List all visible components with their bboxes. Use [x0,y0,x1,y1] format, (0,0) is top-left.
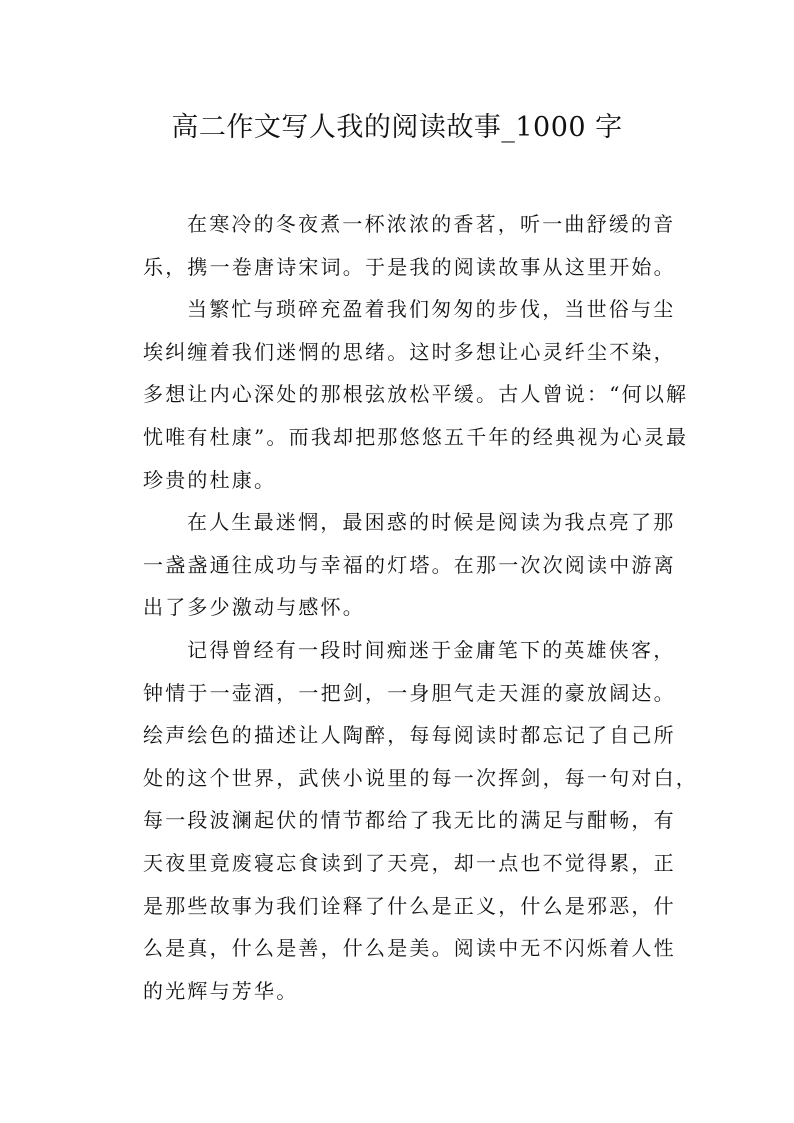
paragraph-4-line-2: 钟情于一壶酒，一把剑，一身胆气走天涯的豪放阔达。 [143,680,676,705]
paragraph-4-line-5: 每一段波澜起伏的情节都给了我无比的满足与酣畅，有 [143,808,676,833]
paragraph-4-line-1: 记得曾经有一段时间痴迷于金庸笔下的英雄侠客， [187,637,676,662]
paragraph-2-line-3: 多想让内心深处的那根弦放松平缓。古人曾说：“何以解 [143,382,689,407]
paragraph-3-line-2: 一盏盏通往成功与幸福的灯塔。在那一次次阅读中游离 [143,552,676,577]
document-title: 高二作文写人我的阅读故事_1000 字 [171,112,623,143]
paragraph-4-line-6: 天夜里竟废寝忘食读到了天亮，却一点也不觉得累，正 [143,850,676,875]
paragraph-3-line-3: 出了多少激动与感怀。 [143,595,365,620]
paragraph-4-line-3: 绘声绘色的描述让人陶醉，每每阅读时都忘记了自己所 [143,723,676,748]
paragraph-2-line-4: 忧唯有杜康”。而我却把那悠悠五千年的经典视为心灵最 [143,424,689,449]
paragraph-1-line-2: 乐，携一卷唐诗宋词。于是我的阅读故事从这里开始。 [143,254,676,279]
paragraph-4-line-4: 处的这个世界，武侠小说里的每一次挥剑，每一句对白， [143,765,698,790]
paragraph-4-line-8: 么是真，什么是善，什么是美。阅读中无不闪烁着人性 [143,936,676,961]
paragraph-2-line-1: 当繁忙与琐碎充盈着我们匆匆的步伐，当世俗与尘 [187,297,676,322]
paragraph-4-line-7: 是那些故事为我们诠释了什么是正义，什么是邪恶，什 [143,893,676,918]
paragraph-1-line-1: 在寒冷的冬夜煮一杯浓浓的香茗，听一曲舒缓的音 [187,212,676,236]
paragraph-2-line-5: 珍贵的杜康。 [143,467,277,492]
paragraph-2-line-2: 埃纠缠着我们迷惘的思绪。这时多想让心灵纤尘不染， [143,339,676,364]
paragraph-3-line-1: 在人生最迷惘，最困惑的时候是阅读为我点亮了那 [187,510,676,535]
document-body [143,203,698,1012]
paragraph-4-line-9: 的光辉与芳华。 [143,978,299,1003]
